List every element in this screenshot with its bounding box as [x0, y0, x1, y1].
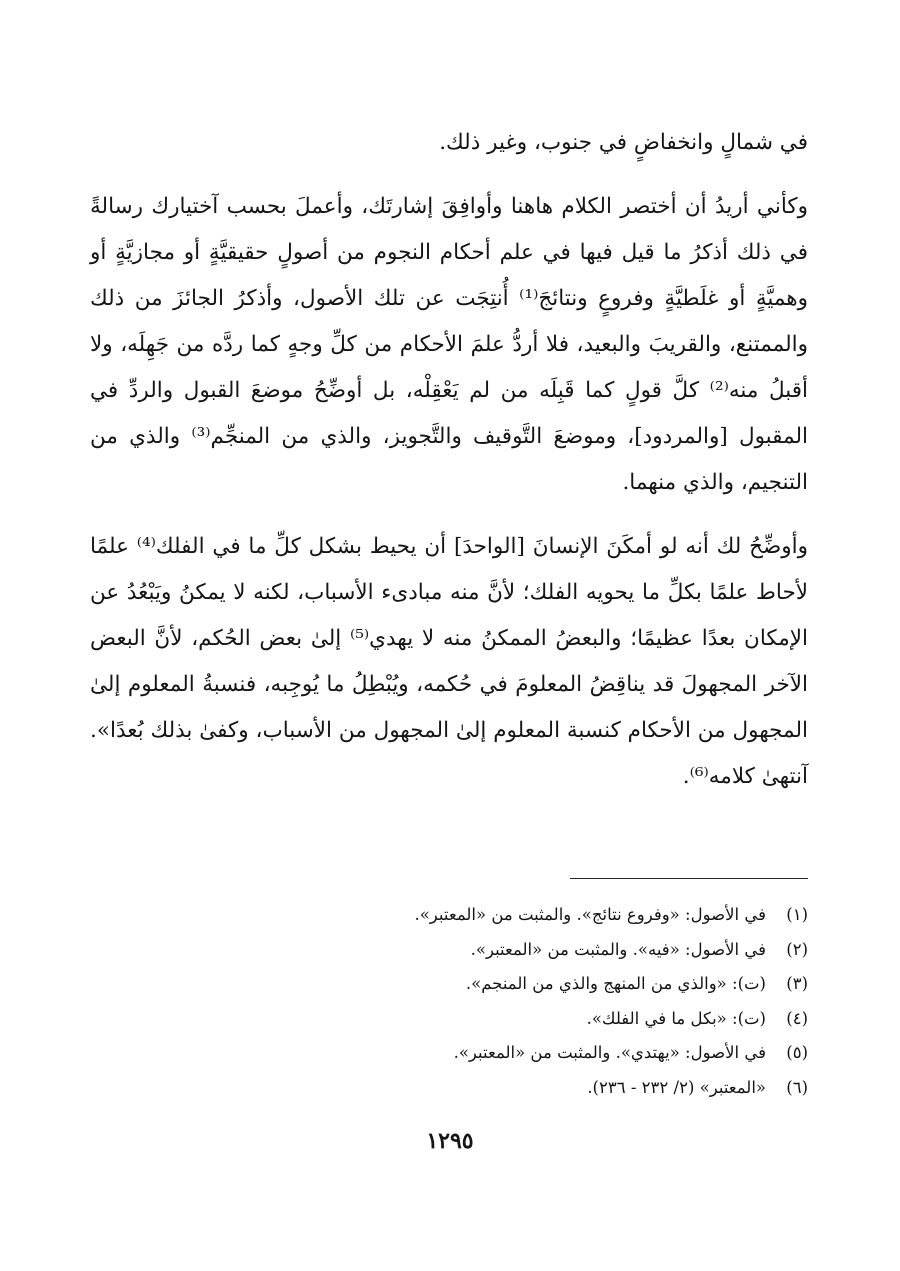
footnote-item: [90, 967, 808, 1002]
footnote-item: [90, 933, 808, 968]
footnote-text: في الأصول: «فيه». والمثبت من «المعتبر».: [470, 939, 766, 959]
footnote-number: (١): [786, 905, 808, 924]
footnote-text: في الأصول: «يهتدي». والمثبت من «المعتبر».: [453, 1043, 766, 1062]
footnote-item: [90, 898, 808, 933]
footnote-text: «المعتبر» (٢/ ٢٣٢ - ٢٣٦).: [587, 1077, 766, 1097]
footnote-item: [90, 1071, 808, 1106]
page-number: ١٢٩٥: [426, 1128, 474, 1154]
footnote-number: (٥): [786, 1043, 808, 1062]
footnote-item: [90, 1002, 808, 1037]
footnotes-list: [90, 898, 808, 1105]
paragraph-1: في شمالٍ وانخفاضٍ في جنوب، وغير ذلك.: [439, 130, 808, 155]
footnote-number: (٦): [786, 1077, 808, 1097]
footnote-divider: [570, 878, 808, 879]
footnote-item: [90, 1036, 808, 1071]
footnote-text: (ت): «والذي من المنهج والذي من المنجم».: [465, 974, 766, 993]
paragraph-2: وكأني أريدُ أن أختصر الكلام هاهنا وأوافِقَ إشارتَك، وأعملَ بحسب آختيارك رسالةً في ذلك أذكرُ ما قيل فيها في علم أحكام النجوم من أصولٍ حقيقيَّةٍ أو مجازيَّةٍ أو وهميَّةٍ أو غلَطيَّةٍ وفروعٍ ونتائجَ⁽¹⁾ أُنتِجَت عن تلك الأصول، وأذكرُ الجائزَ من ذلك والممتنع، والقريبَ والبعيد، فلا أردُّ علمَ الأحكام من كلِّ وجهٍ كما ردَّه من جَهِلَه، ولا أقبلُ منه⁽²⁾ كلَّ قولٍ كما قَبِلَه من لم يَعْقِلْه، بل أوضِّحُ موضعَ القبول والردِّ في المقبول [والمردود]، وموضعَ التَّوقيف والتَّجويز، والذي من المنجِّم⁽³⁾ والذي من التنجيم، والذي منهما.: [90, 194, 809, 495]
paragraph-3: وأوضِّحُ لك أنه لو أمكَنَ الإنسانَ [الواحدَ] أن يحيط بشكل كلِّ ما في الفلك⁽⁴⁾ علمًا لأحاط علمًا بكلِّ ما يحويه الفلك؛ لأنَّ منه مبادىء الأسباب، لكنه لا يمكنُ ويَبْعُدُ عن الإمكان بعدًا عظيمًا؛ والبعضُ الممكنُ منه لا يهدي⁽⁵⁾ إلىٰ بعض الحُكم، لأنَّ البعض الآخر المجهولَ قد يناقِضُ المعلومَ في حُكمه، ويُبْطِلُ ما يُوجِبه، فنسبةُ المعلوم إلىٰ المجهول من الأحكام كنسبة المعلوم إلىٰ المجهول من الأسباب، وكفىٰ بذلك بُعدًا». آنتهىٰ كلامه⁽⁶⁾.: [90, 534, 809, 789]
footnote-number: (٣): [786, 974, 808, 993]
footnote-number: (٢): [786, 939, 808, 959]
main-text-body: [90, 120, 808, 800]
footnote-text: (ت): «بكل ما في الفلك».: [586, 1008, 766, 1028]
footnote-number: (٤): [786, 1008, 808, 1028]
footnote-text: في الأصول: «وفروع نتائج». والمثبت من «المعتبر».: [414, 905, 766, 924]
